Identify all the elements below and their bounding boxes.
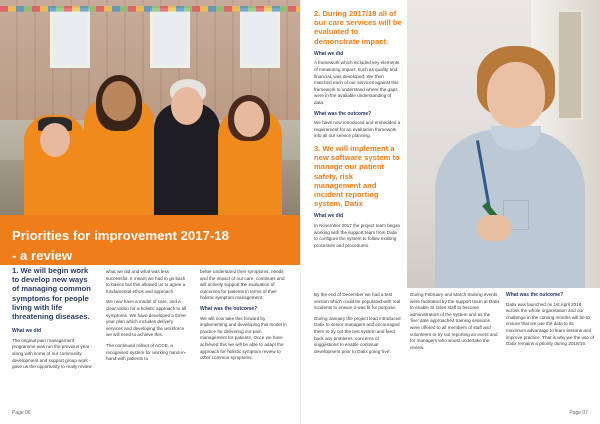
page-number: Page 06	[12, 410, 31, 416]
body-text: better understand their symptoms, needs and the impact of our care, continues and will actively support the evaluation of outcomes for patients in terms of their holistic symptom management.	[200, 269, 285, 301]
body-text: In November 2017 the project team began working with the support team from Datix to configure the system to follow existing processes and procedures.	[314, 222, 401, 248]
body-text: During January the project lead introduced Datix to senior managers and encouraged them to try out the test system and feed back any problems, concerns or suggestions to enable continual development prior to Datix going 'live'.	[314, 315, 401, 354]
body-text: We will now take this forward by implementing and developing this model in practice for delivering our pain management for patients. Once we have achieved this we will be able to adapt the approach for holistic symptom review to other common symptoms.	[200, 315, 287, 361]
nurse-photo	[407, 0, 600, 288]
subheading: What was the outcome?	[200, 305, 258, 312]
priority-3-heading: 3. We will implement a new software system to manage our patient safety, risk management and incident reporting system, Datix	[314, 143, 400, 209]
page-number: Page 07	[569, 410, 588, 416]
subheading: What was the outcome?	[314, 110, 372, 117]
right-column-1	[314, 9, 402, 253]
body-text: A framework which included key elements of measuring impact, such as quality and financial, was developed. We then matched each of our services against this framework to understand where the gaps were in the available understanding of data.	[314, 60, 400, 105]
body-text: The original pain management programme was run the previous year - along with some of our community development and support group work - gave us the opportunity to really review	[12, 337, 93, 370]
page-title: Priorities for improvement 2017-18	[12, 228, 229, 243]
right-page	[300, 0, 600, 424]
subheading: What we did	[314, 213, 344, 220]
subheading: What was the outcome?	[506, 292, 564, 298]
priority-2-heading: 2. During 2017/18 all of our care services will be evaluated to demonstrate impact.	[314, 9, 402, 46]
body-text: what we did and what was less successful. It meant we had to go back to basics but this allowed us to agree a fundamental ethos and approach.	[106, 269, 186, 294]
page-title-continued: - a review	[12, 248, 73, 263]
body-text: By the end of December we had a test version which could be populated with real incidents to ensure it was fit for purpose.	[314, 292, 401, 311]
subheading: What we did	[12, 328, 42, 335]
body-text: We now have a model of care, and a clear vision for a holistic approach to all symptoms. We have developed a three-year plan which includes delivery services and developing the workforce we will need to achieve this.	[106, 299, 188, 338]
left-column-3	[200, 269, 288, 366]
right-column-3	[410, 292, 500, 355]
right-column-4	[506, 292, 594, 352]
priority-1-heading: 1. We will begin work to develop new ways of managing common symptoms for people living with life threatening diseases.	[12, 266, 91, 322]
subheading: What we did	[314, 50, 344, 57]
body-text: During February and March training events were facilitated by the support team at Datix to enable St Giles staff to become administrators of the system and as the 'live' date approached training sessions were offered to all members of staff and volunteers to try out reporting an event and for managers who would undertake the review.	[410, 292, 500, 350]
body-text: The continued rollout of ACCE, a recognised system for working hand-in-hand with patients to	[106, 342, 187, 362]
left-column-1	[12, 266, 94, 375]
body-text: We have now introduced and embedded a requirement for an evaluation framework into all our service planning.	[314, 120, 401, 139]
body-text: Datix was launched on 1st April 2018 across the whole organisation and our challenge in the coming months will be to ensure that we use the data to its maximum advantage to learn lessons and improve practice. That is why we the use of Datix remains a priority during 2018/19.	[506, 301, 595, 347]
left-column-2	[106, 269, 188, 367]
staff-group-photo	[0, 0, 300, 215]
right-column-2	[314, 292, 404, 359]
